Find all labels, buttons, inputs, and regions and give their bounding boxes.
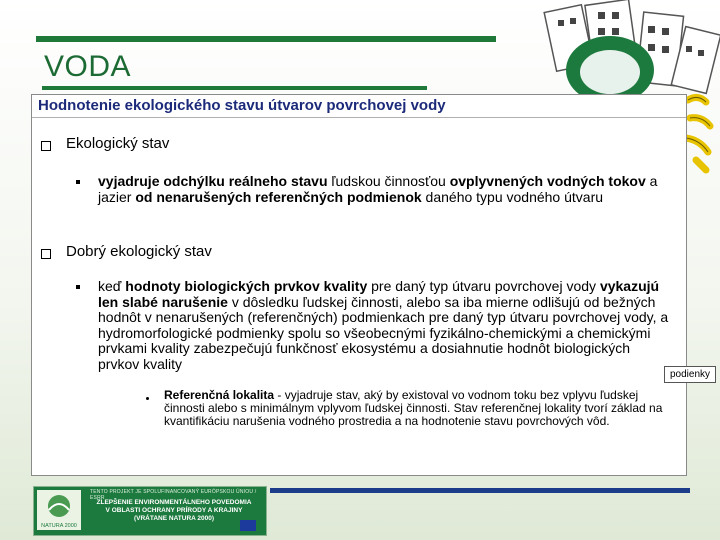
text-run: daného typu vodného útvaru	[421, 188, 604, 205]
reference-site-text	[164, 389, 679, 428]
footer-rule	[270, 488, 690, 493]
bullet-text	[98, 174, 678, 205]
project-banner	[33, 486, 267, 536]
bold-text: vyjadruje odchýlku reálneho stavu	[98, 173, 332, 189]
bullet-text	[98, 279, 673, 372]
text-run: keď	[98, 278, 126, 294]
natura-logo-icon	[37, 490, 81, 530]
text-run: ľudskou činnosťou	[331, 173, 450, 189]
text-run: v dôsledku ľudskej činnosti, alebo sa iba mierne odlišujú od bežných hodnôt v nenarušených (referenčných) podmienkach pre daný typ útvaru povrchovej vody, a hydromorfologické podmienky spolu so všeobecnými fyzikálno-chemickými a chemickými prvkami kvality zabezpečujú funkčnosť ekosystému a dosiahnutie hodnôt biologických prvkov kvality	[98, 293, 669, 372]
bullet-label: Ekologický stav	[66, 135, 170, 152]
top-rule	[36, 36, 496, 42]
panel-heading: Hodnotenie ekologického stavu útvarov povrchovej vody	[38, 97, 446, 114]
dot-bullet-icon	[146, 397, 149, 400]
square-bullet-icon	[76, 180, 80, 184]
tooltip: podienky	[664, 366, 716, 383]
square-bullet-icon	[76, 285, 80, 289]
title-rule	[42, 86, 427, 90]
checkbox-bullet-icon	[41, 141, 51, 151]
reference-site-desc: - vyjadruje stav, aký by existoval vo vodnom toku bez vplyvu ľudskej činnosti alebo s minimálnym vplyvom ľudskej činnosti. Stav referenčnej lokality tvorí základ na kvantifikáciu narušenia vodného prostredia a na hodnotenie stavu povrchových vôd.	[164, 388, 663, 428]
reference-site-term: Referenčná lokalita	[164, 388, 275, 402]
banner-small-text: TENTO PROJEKT JE SPOLUFINANCOVANÝ EURÓPSKOU ÚNIOU / ESRR	[90, 489, 257, 501]
bold-text: od nenarušených referenčných podmienok	[135, 188, 422, 205]
slide-title: VODA	[44, 50, 132, 83]
bullet-label: Dobrý ekologický stav	[66, 243, 212, 260]
text-run: pre daný typ útvaru povrchovej vody	[367, 278, 600, 294]
heading-rule	[32, 117, 686, 118]
bold-text: hodnoty biologických prvkov kvality	[125, 278, 368, 294]
checkbox-bullet-icon	[41, 249, 51, 259]
banner-main-text: ZLEPŠENIE ENVIRONMENTÁLNEHO POVEDOMIA V OBLASTI OCHRANY PRÍRODY A KRAJINY (VRÁTANE NATURA 2000)	[96, 499, 252, 522]
eu-flag-icon	[240, 520, 256, 531]
content-panel	[31, 94, 687, 476]
logo-text: NATURA 2000	[41, 523, 77, 529]
text-run: a jazier	[98, 173, 658, 205]
bold-text: vykazujú len slabé narušenie	[98, 278, 660, 310]
bold-text: ovplyvnených vodných tokov	[449, 173, 646, 189]
